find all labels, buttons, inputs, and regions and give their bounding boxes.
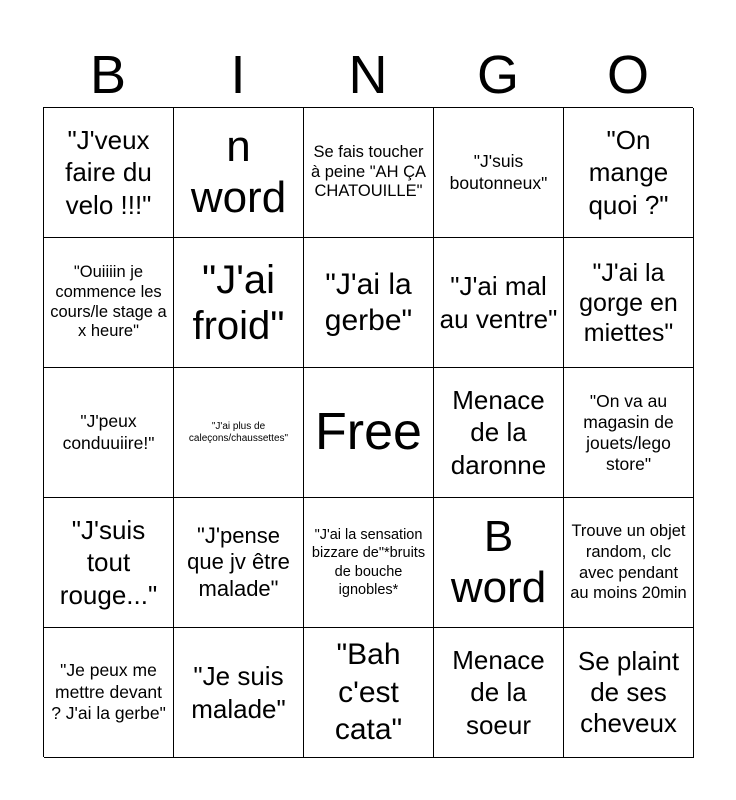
- header-letter-n: N: [348, 45, 388, 105]
- bingo-cell[interactable]: "On va au magasin de jouets/lego store": [564, 368, 694, 498]
- bingo-card-grid: [43, 107, 693, 757]
- bingo-cell[interactable]: "J'suis boutonneux": [434, 108, 564, 238]
- bingo-cell[interactable]: "J'suis tout rouge...": [44, 498, 174, 628]
- bingo-cell[interactable]: B word: [434, 498, 564, 628]
- bingo-cell[interactable]: Menace de la daronne: [434, 368, 564, 498]
- bingo-cell[interactable]: Se plaint de ses cheveux: [564, 628, 694, 758]
- bingo-cell[interactable]: "J'ai mal au ventre": [434, 238, 564, 368]
- bingo-cell[interactable]: "J'ai plus de caleçons/chaussettes": [174, 368, 304, 498]
- bingo-cell[interactable]: "Ouiiiin je commence les cours/le stage a x heure": [44, 238, 174, 368]
- bingo-cell[interactable]: "On mange quoi ?": [564, 108, 694, 238]
- bingo-cell[interactable]: "J'ai froid": [174, 238, 304, 368]
- bingo-header: [43, 44, 693, 106]
- bingo-cell[interactable]: n word: [174, 108, 304, 238]
- bingo-cell[interactable]: Trouve un objet random, clc avec pendant au moins 20min: [564, 498, 694, 628]
- bingo-cell[interactable]: Se fais toucher à peine "AH ÇA CHATOUILLE": [304, 108, 434, 238]
- bingo-cell[interactable]: "J'ai la gerbe": [304, 238, 434, 368]
- free-space[interactable]: Free: [304, 368, 434, 498]
- bingo-cell[interactable]: "J'ai la gorge en miettes": [564, 238, 694, 368]
- bingo-cell[interactable]: "J'ai la sensation bizzare de"*bruits de bouche ignobles*: [304, 498, 434, 628]
- bingo-cell[interactable]: "J'peux conduuiire!": [44, 368, 174, 498]
- bingo-cell[interactable]: Menace de la soeur: [434, 628, 564, 758]
- bingo-cell[interactable]: "Bah c'est cata": [304, 628, 434, 758]
- bingo-cell[interactable]: "J'veux faire du velo !!!": [44, 108, 174, 238]
- header-letter-o: O: [606, 45, 649, 105]
- header-letter-i: I: [230, 45, 246, 105]
- header-letter-b: B: [89, 45, 127, 105]
- header-letter-g: G: [476, 45, 519, 105]
- bingo-cell[interactable]: "J'pense que jv être malade": [174, 498, 304, 628]
- bingo-cell[interactable]: "Je peux me mettre devant ? J'ai la gerbe": [44, 628, 174, 758]
- bingo-cell[interactable]: "Je suis malade": [174, 628, 304, 758]
